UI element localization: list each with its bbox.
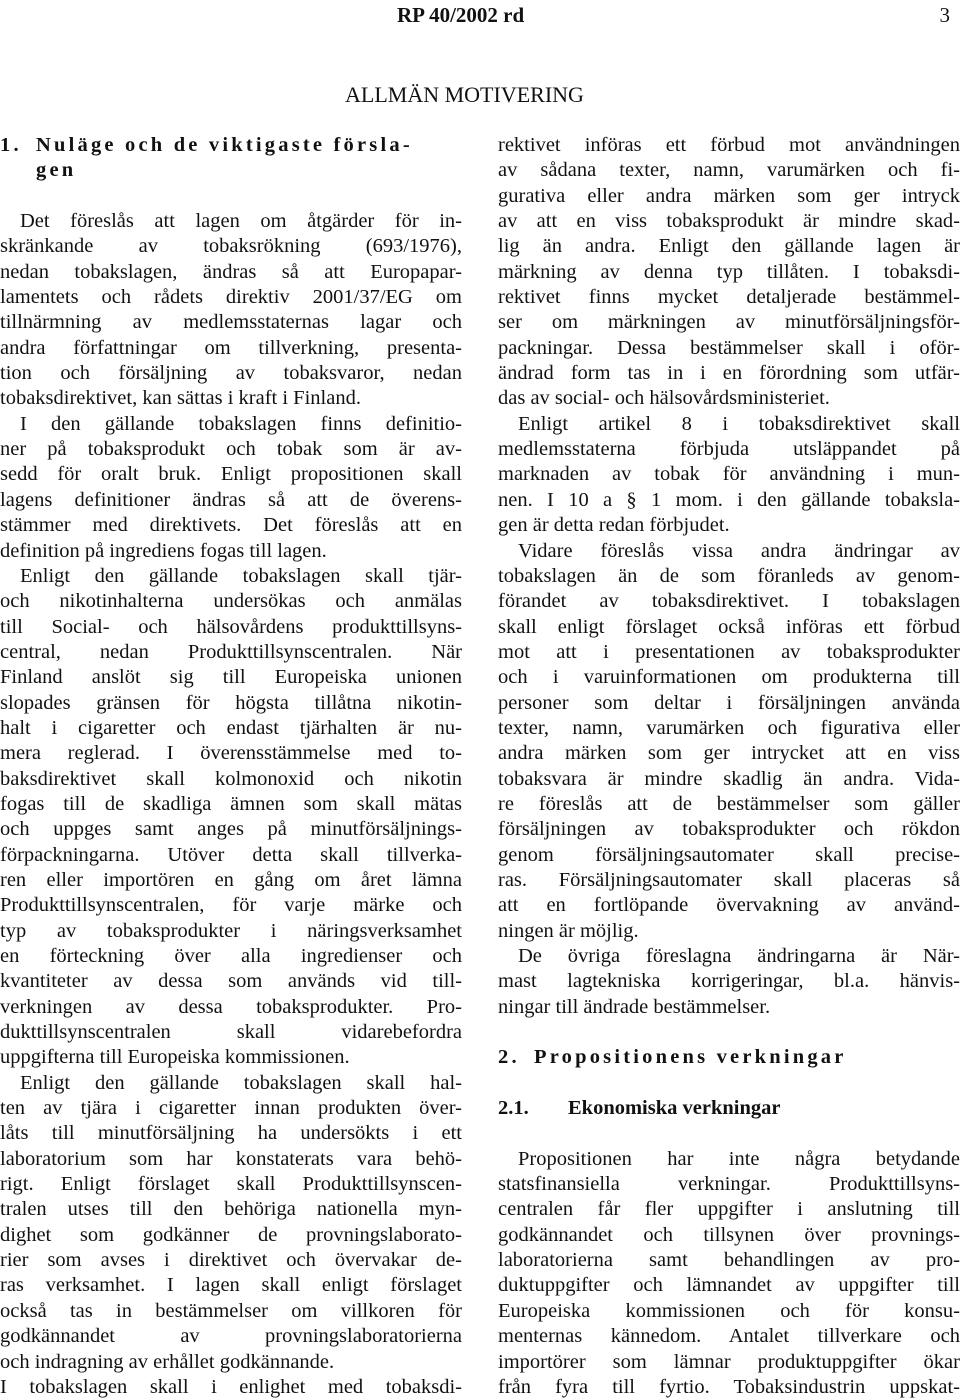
text-line: tralen utses till den behöriga nationella myn- — [0, 1198, 462, 1221]
text-line: Enligt den gällande tobakslagen skall hal- — [20, 1071, 462, 1094]
text-line: Finland anslöt sig till Europeiska unionen — [0, 666, 462, 689]
text-line: texter, namn, varumärken och figurativa eller — [498, 716, 960, 739]
text-line: också tas in bestämmelser om villkoren för — [0, 1299, 462, 1322]
text-line: försäljningen av tobaksprodukter och rökdon — [498, 818, 960, 841]
text-line: marknaden av tobak för användning i mun- — [498, 463, 960, 486]
text-line: uppgifterna till Europeiska kommissionen. — [0, 1046, 350, 1069]
right-body-text-b — [498, 1147, 960, 1400]
text-line: importörer som lämnar produktuppgifter ökar — [498, 1350, 960, 1373]
text-line: ändrad form tas in i en förordning som utfär- — [498, 362, 960, 385]
text-line: till Social- och hälsovårdens produkttillsyns- — [0, 615, 462, 638]
text-line: gen är detta redan förbjudet. — [498, 514, 730, 537]
text-line: fogas till de skadliga ämnen som skall mätas — [0, 792, 462, 815]
text-line: att en fortlöpande övervakning av använd- — [498, 894, 960, 917]
text-line: rigt. Enligt förslaget skall Produkttillsynscen- — [0, 1173, 462, 1196]
text-line: packningar. Dessa bestämmelser skall i oför- — [498, 336, 960, 359]
text-line: av att en viss tobaksprodukt är mindre skad- — [498, 210, 960, 233]
text-line: ras. Försäljningsautomater skall placeras så — [498, 868, 960, 891]
text-line: dukttillsynscentralen skall vidarebefordra — [0, 1021, 462, 1044]
text-line: nedan tobakslagen, ändras så att Europapar- — [0, 260, 462, 283]
section-heading-1-cont — [0, 158, 462, 183]
text-line: genom försäljningsautomater skall precise- — [498, 843, 960, 866]
text-line: mast lagtekniska korrigeringar, bl.a. hänvis- — [498, 970, 960, 993]
text-line: låts till minutförsäljning ha undersökts i ett — [0, 1122, 462, 1145]
text-line: laboratorium som har konstaterats vara behö- — [0, 1147, 462, 1170]
subsection-heading — [498, 1096, 960, 1121]
text-line: märkning av denna typ tillåten. I tobaksdi- — [498, 260, 960, 283]
text-line: Enligt den gällande tobakslagen skall tjär- — [20, 564, 462, 587]
text-line: medlemsstaterna förbjuda utsläppandet på — [498, 438, 960, 461]
text-line: och indragning av erhållet godkännande. — [0, 1350, 335, 1373]
left-column — [0, 133, 462, 1400]
spacer — [498, 1121, 960, 1146]
text-line: skränkande av tobaksrökning (693/1976), — [0, 235, 462, 258]
text-line: tobaksvara är mindre skadlig än andra. Vida- — [498, 767, 960, 790]
text-line: statsfinansiella verkningar. Produkttillsyns- — [498, 1173, 960, 1196]
right-column — [498, 133, 960, 1400]
text-line: förpackningarna. Utöver detta skall tillverka- — [0, 843, 462, 866]
text-line: verkningen av dessa tobaksprodukter. Pro- — [0, 995, 462, 1018]
text-line: Enligt artikel 8 i tobaksdirektivet skall — [518, 412, 960, 435]
page-number: 3 — [939, 3, 950, 27]
text-line: andra författningar om tillverkning, presenta- — [0, 336, 462, 359]
spacer — [498, 1071, 960, 1096]
text-line: och nikotinhalterna undersökas och anmälas — [0, 590, 462, 613]
text-line: I den gällande tobakslagen finns definitio- — [20, 412, 462, 435]
text-line: nen. I 10 a § 1 mom. i den gällande tobaksla- — [498, 488, 960, 511]
text-line: I tobakslagen skall i enlighet med tobaksdi- — [0, 1375, 462, 1398]
text-line: rektivet införas ett förbud mot användningen — [498, 134, 960, 156]
text-line: lagens definitioner ändras så att de överens- — [0, 488, 462, 511]
text-line: kvantiteter av dessa som används vid till- — [0, 970, 462, 993]
text-line: baksdirektivet skall kolmonoxid och nikotin — [0, 767, 462, 790]
text-line: gurativa eller andra märken som ger intryck — [498, 184, 960, 207]
text-line: tillnärmning av medlemsstaternas lagar och — [0, 311, 462, 334]
text-line: typ av tobaksprodukter i näringsverksamhet — [0, 919, 462, 942]
subsection-number: 2.1. — [498, 1097, 529, 1120]
spacer — [498, 1020, 960, 1045]
text-line: tobakslagen än de som föranleds av genom- — [498, 564, 960, 587]
text-line: ser om märkningen av minutförsäljningsför- — [498, 311, 960, 334]
text-line: rier som avses i direktivet och övervakar de- — [0, 1249, 462, 1272]
section-heading-2 — [498, 1045, 960, 1070]
right-body-text-a — [498, 133, 960, 1020]
text-line: sedd för oralt bruk. Enligt propositionen skall — [0, 463, 462, 486]
subsection-title: Ekonomiska verkningar — [568, 1097, 781, 1120]
text-line: halt i cigaretter och endast tjärhalten är nu- — [0, 716, 462, 739]
text-line: central, nedan Produkttillsynscentralen. När — [0, 640, 462, 663]
section-number: 1. — [0, 134, 22, 156]
text-line: och i varuinformationen om produkterna till — [498, 666, 960, 689]
section-title: Nuläge och de viktigaste försla- — [36, 134, 413, 156]
text-line: Propositionen har inte några betydande — [518, 1147, 960, 1170]
text-line: Produkttillsynscentralen, för varje märke och — [0, 894, 462, 917]
text-line: personer som deltar i försäljningen använda — [498, 691, 960, 714]
text-line: Vidare föreslås vissa andra ändringar av — [518, 539, 960, 562]
text-line: Europeiska kommissionen och för konsu- — [498, 1299, 960, 1322]
text-line: godkännandet och tillsynen över provnings- — [498, 1223, 960, 1246]
spacer — [0, 184, 462, 209]
text-line: av sådana texter, namn, varumärken och fi- — [498, 159, 960, 182]
section-title: Propositionens verkningar — [534, 1046, 847, 1069]
text-line: slopades gränsen för högsta tillåtna nikotin- — [0, 691, 462, 714]
text-line: tobaksdirektivet, kan sättas i kraft i Finland. — [0, 387, 361, 410]
text-line: menternas kännedom. Antalet tillverkare och — [498, 1325, 960, 1348]
text-line: tion och försäljning av tobaksvaror, nedan — [0, 362, 462, 385]
text-line: ras verksamhet. I lagen skall enligt förslaget — [0, 1274, 462, 1297]
text-line: stämmer med direktivets. Det föreslås att en — [0, 514, 462, 537]
text-line: förandet av tobaksdirektivet. I tobakslagen — [498, 590, 960, 613]
text-line: lig än andra. Enligt den gällande lagen är — [498, 235, 960, 258]
text-line: ningen är möjlig. — [498, 919, 639, 942]
text-line: centralen får fler uppgifter i anslutning till — [498, 1198, 960, 1221]
text-line: laboratorierna samt behandlingen av pro- — [498, 1249, 960, 1272]
text-line: och uppges samt anges på minutförsäljnings- — [0, 818, 462, 841]
text-line: Det föreslås att lagen om åtgärder för in- — [20, 210, 462, 233]
text-line: re föreslås att de bestämmelser som gäller — [498, 792, 960, 815]
text-line: dighet som godkänner de provningslaborato- — [0, 1223, 462, 1246]
text-line: mot att i presentationen av tobaksprodukter — [498, 640, 960, 663]
left-body-text — [0, 209, 462, 1400]
text-line: godkännandet av provningslaboratorierna — [0, 1325, 462, 1348]
text-line: andra märken som ger intrycket att en viss — [498, 742, 960, 765]
section-number: 2. — [498, 1046, 520, 1069]
text-line: lamentets och rådets direktiv 2001/37/EG om — [0, 286, 462, 309]
text-line: duktuppgifter och lämnandet av uppgifter till — [498, 1274, 960, 1297]
document-reference: RP 40/2002 rd — [397, 3, 525, 27]
text-line: ner på tobaksprodukt och tobak som är av- — [0, 438, 462, 461]
text-line: De övriga föreslagna ändringarna är När- — [518, 945, 960, 967]
text-line: rektivet finns mycket detaljerade bestämmel- — [498, 286, 960, 309]
text-line: ningar till ändrade bestämmelser. — [498, 995, 771, 1018]
text-line: ten av tjära i cigaretter innan produkten över- — [0, 1097, 462, 1120]
text-line: das av social- och hälsovårdsministeriet. — [498, 387, 830, 410]
text-line: från fyra till fyrtio. Tobaksindustrin uppskat- — [498, 1375, 960, 1398]
text-line: mera reglerad. I överensstämmelse med to- — [0, 742, 462, 765]
page-heading: ALLMÄN MOTIVERING — [345, 82, 584, 107]
section-heading-1 — [0, 133, 462, 158]
text-line: en förteckning över alla ingredienser och — [0, 945, 462, 967]
text-line: definition på ingrediens fogas till lagen. — [0, 539, 327, 562]
text-line: skall enligt förslaget också införas ett förbud — [498, 615, 960, 638]
text-line: ren eller importören en gång om året lämna — [0, 868, 462, 891]
section-title-cont: gen — [36, 159, 77, 182]
